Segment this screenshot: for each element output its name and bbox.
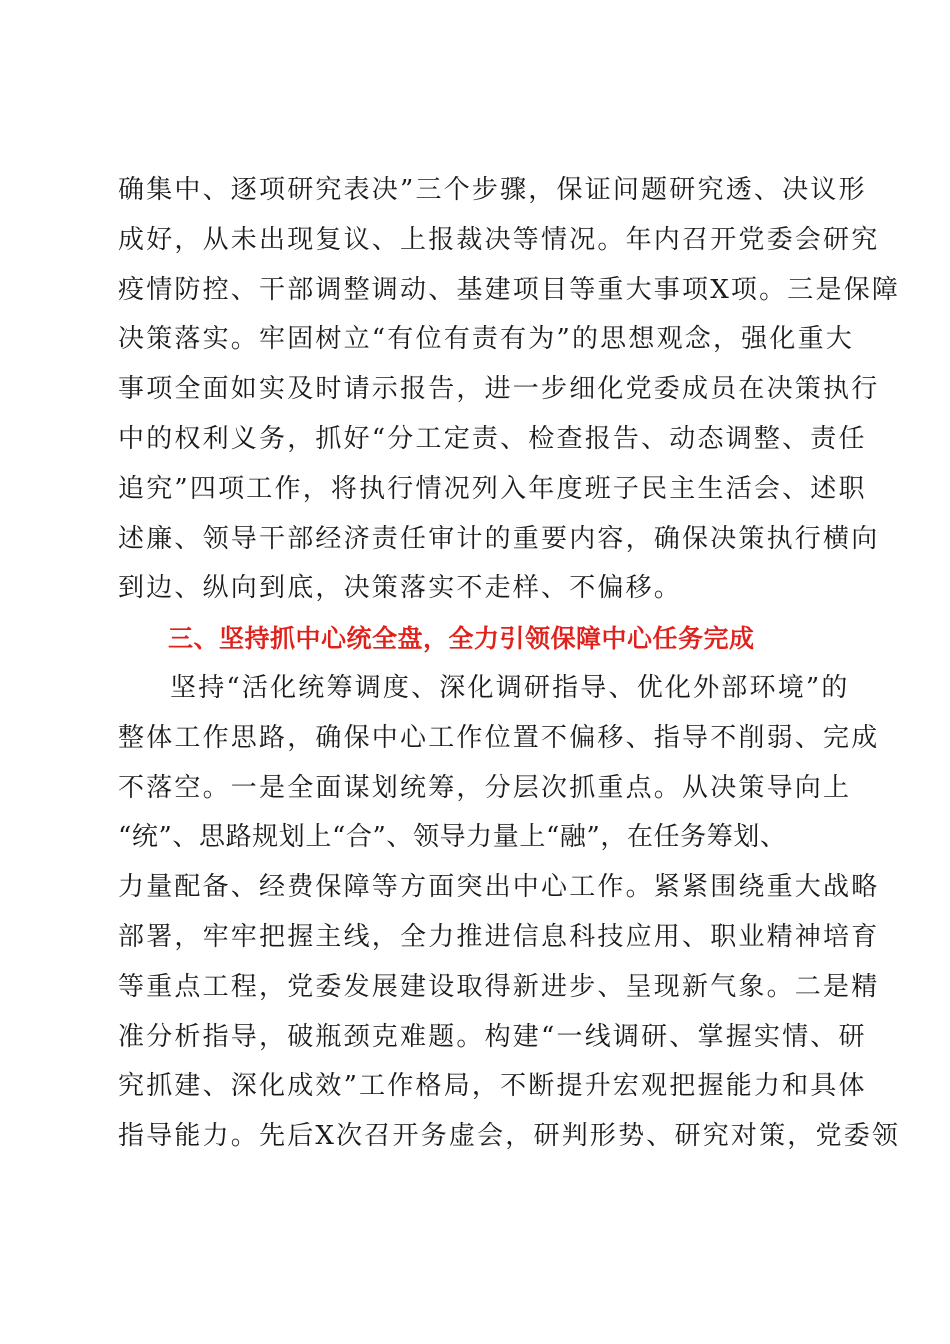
paragraph-line: 准分析指导，破瓶颈克难题。构建“一线调研、掌握实情、研 xyxy=(118,1021,867,1052)
paragraph-line: 述廉、领导干部经济责任审计的重要内容，确保决策执行横向 xyxy=(118,523,880,554)
paragraph-line: 等重点工程，党委发展建设取得新进步、呈现新气象。二是精 xyxy=(118,971,880,1002)
paragraph-line: 中的权利义务，抓好“分工定责、检查报告、动态调整、责任 xyxy=(118,423,867,454)
paragraph-line: 力量配备、经费保障等方面突出中心工作。紧紧围绕重大战略 xyxy=(118,872,880,903)
paragraph-line: 指导能力。先后X次召开务虚会，研判形势、研究对策，党委领 xyxy=(118,1121,901,1152)
document-body xyxy=(118,166,901,1162)
section-heading: 三、坚持抓中心统全盘，全力引领保障中心任务完成 xyxy=(168,624,755,654)
paragraph-line: 事项全面如实及时请示报告，进一步细化党委成员在决策执行 xyxy=(118,374,880,405)
paragraph-line: 成好，从未出现复议、上报裁决等情况。年内召开党委会研究 xyxy=(118,224,880,255)
paragraph-line: 究抓建、深化成效”工作格局，不断提升宏观把握能力和具体 xyxy=(118,1071,867,1102)
paragraph-line: 整体工作思路，确保中心工作位置不偏移、指导不削弱、完成 xyxy=(118,722,880,753)
paragraph-line: “统”、思路规划上“合”、领导力量上“融”，在任务筹划、 xyxy=(118,822,787,853)
paragraph-line: 追究”四项工作，将执行情况列入年度班子民主生活会、述职 xyxy=(118,473,867,504)
paragraph-line: 不落空。一是全面谋划统筹，分层次抓重点。从决策导向上 xyxy=(118,772,852,803)
paragraph-line: 坚持“活化统筹调度、深化调研指导、优化外部环境”的 xyxy=(170,672,850,703)
paragraph-line: 到边、纵向到底，决策落实不走样、不偏移。 xyxy=(118,573,683,604)
paragraph-line: 疫情防控、干部调整调动、基建项目等重大事项X项。三是保障 xyxy=(118,274,901,305)
paragraph-line: 决策落实。牢固树立“有位有责有为”的思想观念，强化重大 xyxy=(118,324,854,355)
paragraph-line: 部署，牢牢把握主线，全力推进信息科技应用、职业精神培育 xyxy=(118,921,880,952)
paragraph-line: 确集中、逐项研究表决”三个步骤，保证问题研究透、决议形 xyxy=(118,175,867,205)
